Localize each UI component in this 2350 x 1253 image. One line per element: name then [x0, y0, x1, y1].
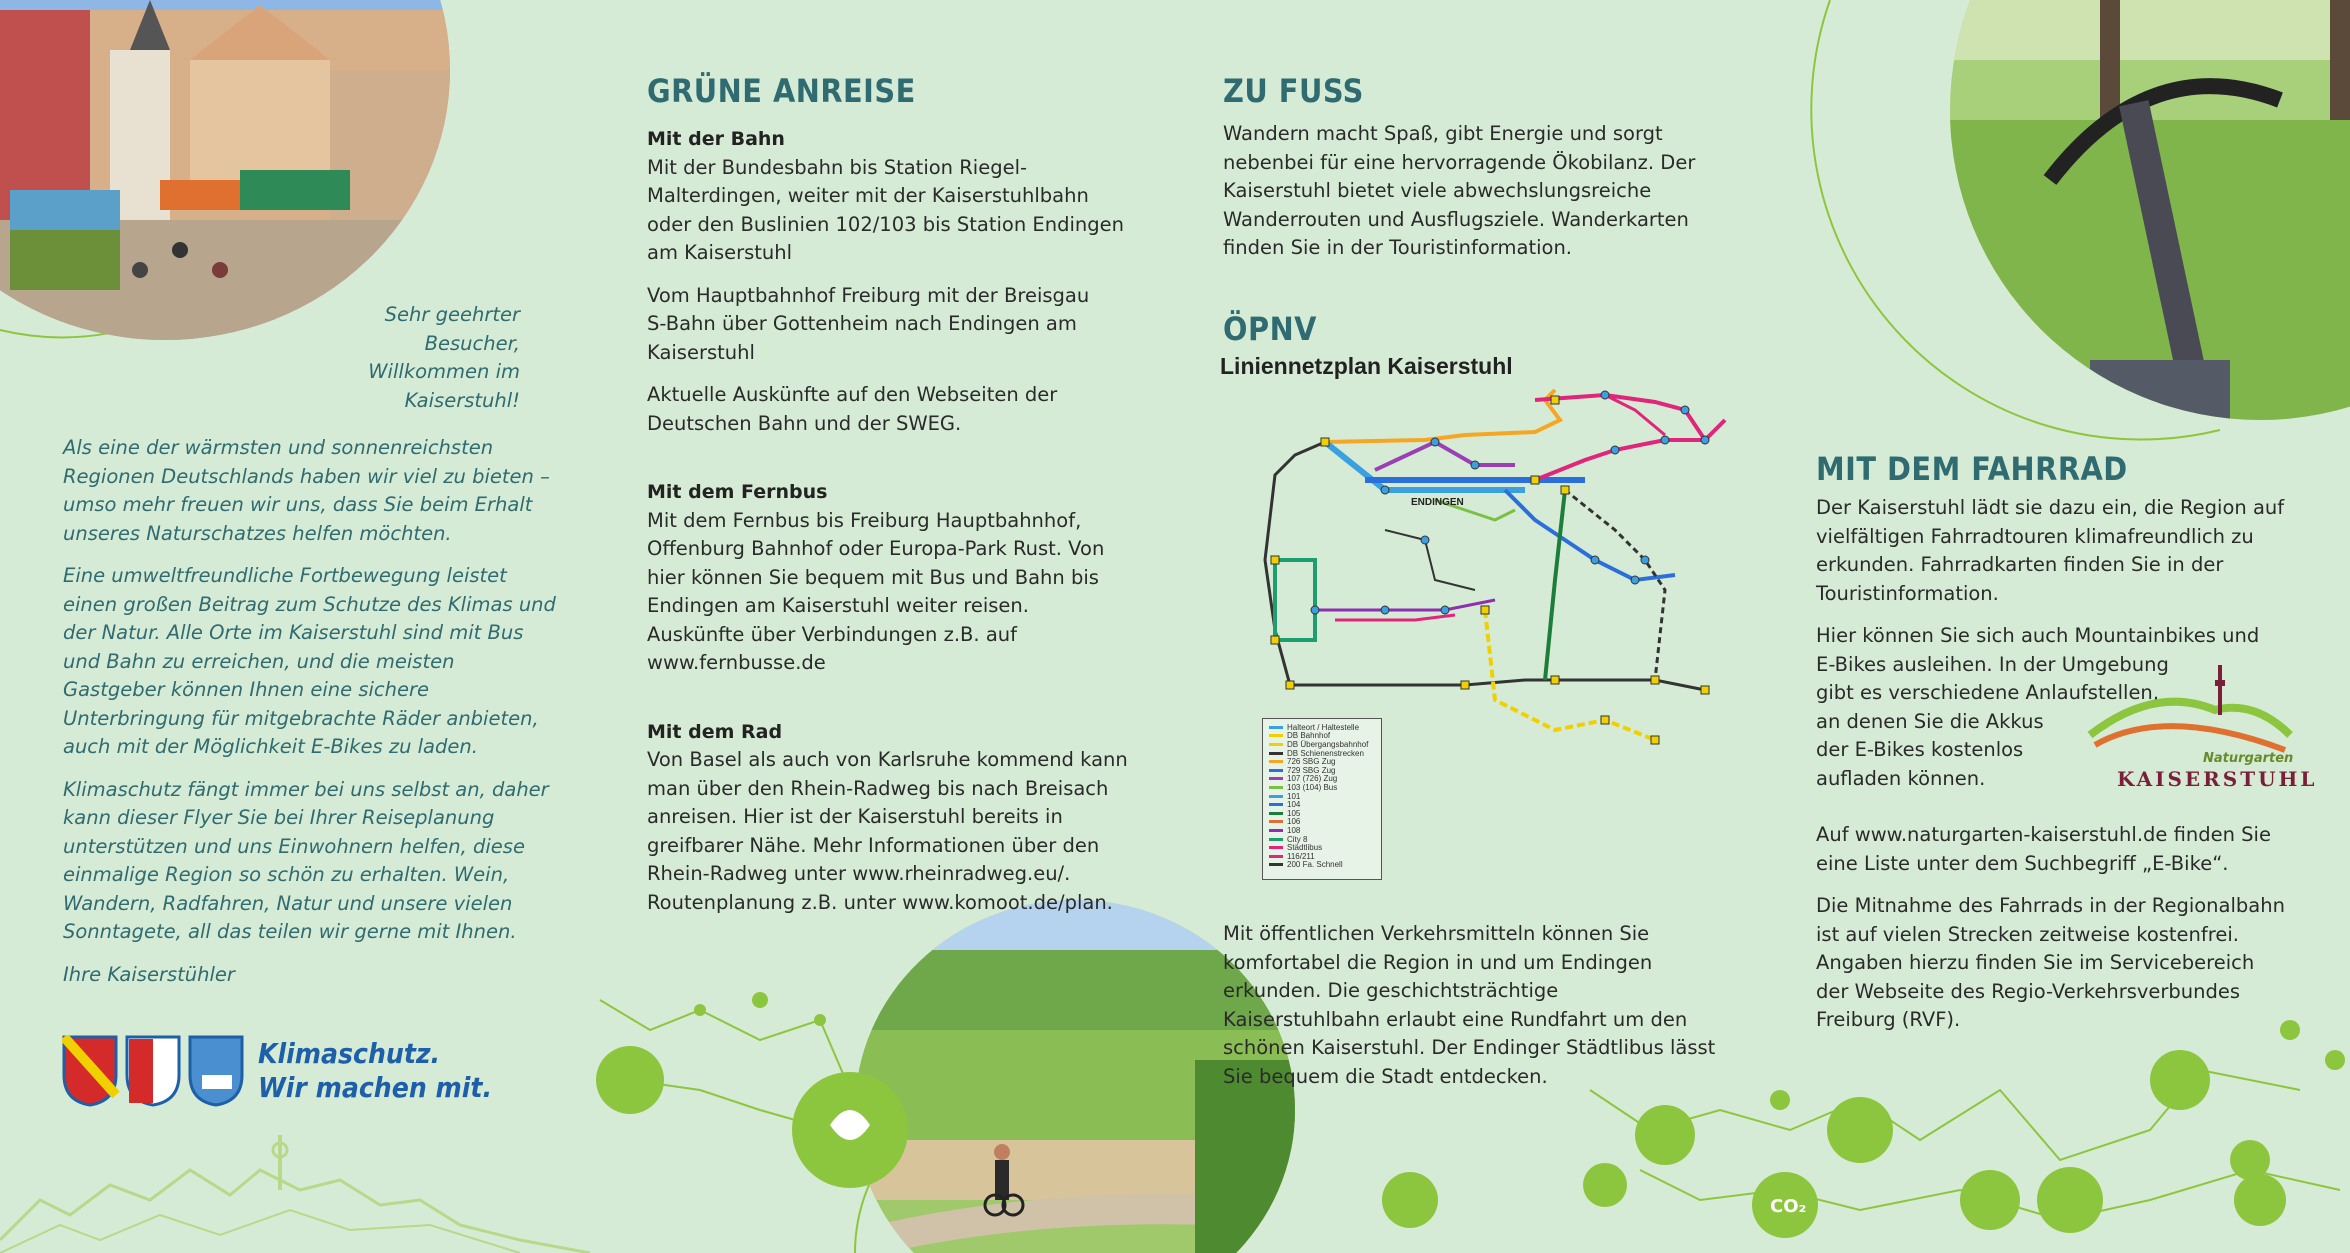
legend-label: DB Übergangsbahnhof [1287, 739, 1369, 749]
legend-swatch [1269, 803, 1283, 806]
legend-label: 103 (104) Bus [1287, 782, 1338, 792]
anreise-text: Mit der Bahn Mit der Bundesbahn bis Station Riegel- Malterdingen, weiter mit der Kaiserstuhlbahn oder den Buslinien 102/103 bis Station Endingen am Kaiserstuhl Vom Hauptbahnhof Freiburg mit der Breisgau S-Bahn über Gottenheim nach Endingen am Kaiserstuhl Aktuelle Auskünfte auf den Webseiten der Deutschen Bahn und der SWEG. Mit dem Fernbus Mit dem Fernbus bis Freiburg Hauptbahnhof, Offenburg Bahnhof oder Europa-Park Rust. Von hier können Sie bequem mit Bus und Bahn bis Endingen am Kaiserstuhl weiter reisen. Auskünfte über Verbindungen z.B. auf www.fernbusse.de Mit dem Rad Von Basel als auch von Karlsruhe kommend kann man über den Rhein-Radweg bis nach Breisach anreisen. Hier ist der Kaiserstuhl bereits in greifbarer Nähe. Mehr Informationen über den Rhein-Radweg unter www.rheinradweg.eu/. Routenplanung z.B. unter www.komoot.de/plan. [647, 125, 1207, 931]
bike-text: Der Kaiserstuhl lädt sie dazu ein, die Region auf vielfältigen Fahrradtouren klimafreundlich zu erkunden. Fahrradkarten finden Sie in der Touristinformation. Hier können Sie sich auch Mountainbikes und E-Bikes ausleihen. In der Umgebung gibt es verschiedene Anlaufstellen, an denen Sie die Akkus der E-Bikes kostenlos aufladen können. Auf www.naturgarten-kaiserstuhl.de finden Sie eine Liste unter dem Suchbegriff „E-Bike“. Die Mitnahme des Fahrrads in der Regionalbahn ist auf vielen Strecken zeitweise kostenfrei. Angaben hierzu finden Sie im Servicebereich der Webseite des Regio-Verkehrsverbundes Freiburg (RVF). [1816, 496, 2285, 1031]
legend-entry [1269, 757, 1375, 766]
intro-text: Als eine der wärmsten und sonnenreichsten Regionen Deutschlands haben wir viel zu bieten – umso mehr freuen wir uns, dass Sie beim Erhalt unseres Naturschatzes helfen möchten. Eine umweltfreundliche Fortbewegung leistet einen großen Beitrag zum Schutze des Klimas und der Natur. Alle Orte im Kaiserstuhl sind mit Bus und Bahn zu erreichen, und die meisten Gastgeber können Ihnen eine sichere Unterbringung für mitgebrachte Räder anbieten, auch mit der Möglichkeit E-Bikes zu laden. Klimaschutz fängt immer bei uns selbst an, daher kann dieser Flyer Sie bei Ihrer Reiseplanung unterstützen und uns Einwohnern helfen, diese einmalige Region so schön zu erhalten. Wein, Wandern, Radfahren, Natur und unsere vielen Sonntagete, all das teilen wir gerne mit Ihnen. Ihre Kaiserstühler [63, 434, 583, 1003]
legend-swatch [1269, 777, 1283, 780]
legend-entry [1269, 775, 1375, 784]
legend-swatch [1269, 760, 1283, 763]
legend-swatch [1269, 838, 1283, 841]
legend-label: DB Bahnhof [1287, 731, 1331, 741]
legend-label: 729 SBG Zug [1287, 765, 1336, 775]
recycle-icon [2037, 1167, 2103, 1233]
legend-swatch [1269, 812, 1283, 815]
legend-label: Städtlibus [1287, 843, 1323, 853]
sub-bahn: Mit der Bahn [647, 128, 785, 150]
legend-label: 107 (726) Zug [1287, 774, 1338, 784]
phone-charge-icon [1635, 1105, 1695, 1165]
sub-fernbus: Mit dem Fernbus [647, 481, 828, 503]
legend-entry [1269, 818, 1375, 827]
legend-swatch [1269, 726, 1283, 729]
legend-swatch [1269, 743, 1283, 746]
legend-entry [1269, 826, 1375, 835]
legend-label: 726 SBG Zug [1287, 757, 1336, 767]
transit-text: Mit öffentlichen Verkehrsmitteln können Sie komfortabel die Region in und um Endingen erkunden. Die geschichtsträchtige Kaiserstuhlbahn erlaubt eine Rundfahrt um den schönen Kaiserstuhl. Der Endinger Städtlibus lässt Sie bequem die Stadt entdecken. [1223, 922, 1716, 1088]
legend-swatch [1269, 769, 1283, 772]
hill-tower-icon [2085, 655, 2295, 765]
title-zu-fuss: ZU FUSS [1223, 72, 1364, 110]
logo-line1: Klimaschutz. [258, 1037, 441, 1070]
logo-line2: Wir machen mit. [258, 1071, 493, 1104]
legend-entry [1269, 732, 1375, 741]
legend-entry [1269, 723, 1375, 732]
legend-label: 106 [1287, 817, 1301, 827]
greeting-line: Sehr geehrter [384, 303, 520, 326]
legend-label: 200 Fa. Schnell [1287, 860, 1343, 870]
map-center-label: ENDINGEN [1411, 497, 1464, 508]
naturgarten-logo [2085, 655, 2318, 795]
title-oepnv: ÖPNV [1223, 310, 1317, 348]
legend-entry [1269, 783, 1375, 792]
legend-swatch [1269, 846, 1283, 849]
legend-label: 105 [1287, 808, 1301, 818]
walk-text: Wandern macht Spaß, gibt Energie und sorgt nebenbei für eine hervorragende Ökobilanz. Der Kaiserstuhl bietet viele abwechslungsreiche Wanderrouten und Ausflugsziele. Wanderkarten finden Sie in der Touristinformation. [1223, 122, 1696, 259]
legend-swatch [1269, 795, 1283, 798]
legend-entry [1269, 766, 1375, 775]
legend-entry [1269, 861, 1375, 870]
legend-entry [1269, 792, 1375, 801]
legend-swatch [1269, 786, 1283, 789]
windturbine-icon [2150, 1050, 2210, 1110]
legend-entry [1269, 852, 1375, 861]
car-icon [1583, 1163, 1627, 1207]
legend-label: DB Schienenstrecken [1287, 748, 1364, 758]
greeting [230, 301, 520, 415]
legend-entry [1269, 843, 1375, 852]
legend-entry [1269, 749, 1375, 758]
greeting-line: Willkommen im [368, 360, 520, 383]
legend-label: City 8 [1287, 834, 1308, 844]
legend-label: Halteort / Haltestelle [1287, 722, 1360, 732]
heart-icon [1382, 1172, 1438, 1228]
legend-label: 108 [1287, 825, 1301, 835]
network-map [1235, 380, 1735, 760]
logo-big-text: KAISERSTUHL [2117, 767, 2318, 791]
network-map-title: Liniennetzplan Kaiserstuhl [1220, 353, 1513, 379]
sub-rad: Mit dem Rad [647, 720, 783, 743]
legend-swatch [1269, 734, 1283, 737]
greeting-line: Besucher, [424, 331, 520, 355]
legend-swatch [1269, 752, 1283, 755]
legend-label: 116/211 [1287, 851, 1315, 861]
legend-label: 101 [1287, 791, 1301, 801]
svg-text:CO₂: CO₂ [1770, 1196, 1807, 1217]
legend-entry [1269, 809, 1375, 818]
legend-entry [1269, 800, 1375, 809]
legend-entry [1269, 740, 1375, 749]
logo-small-text: Naturgarten [2203, 751, 2294, 766]
title-gruene-anreise: GRÜNE ANREISE [647, 72, 916, 110]
sun-icon [2234, 1174, 2286, 1226]
recycle-icon [596, 1046, 664, 1114]
wind-icon [2230, 1140, 2270, 1180]
plant-icon [1960, 1170, 2020, 1230]
legend-swatch [1269, 855, 1283, 858]
bulb-icon [1827, 1097, 1893, 1163]
map-legend [1262, 718, 1382, 880]
legend-swatch [1269, 820, 1283, 823]
title-mit-dem-fahrrad: MIT DEM FAHRRAD [1816, 450, 2128, 488]
eco-icon-network [0, 960, 2350, 1253]
legend-entry [1269, 835, 1375, 844]
signoff: Ihre Kaiserstühler [63, 962, 235, 986]
greeting-line: Kaiserstuhl! [404, 388, 520, 412]
legend-swatch [1269, 829, 1283, 832]
legend-swatch [1269, 863, 1283, 866]
legend-label: 104 [1287, 800, 1301, 810]
